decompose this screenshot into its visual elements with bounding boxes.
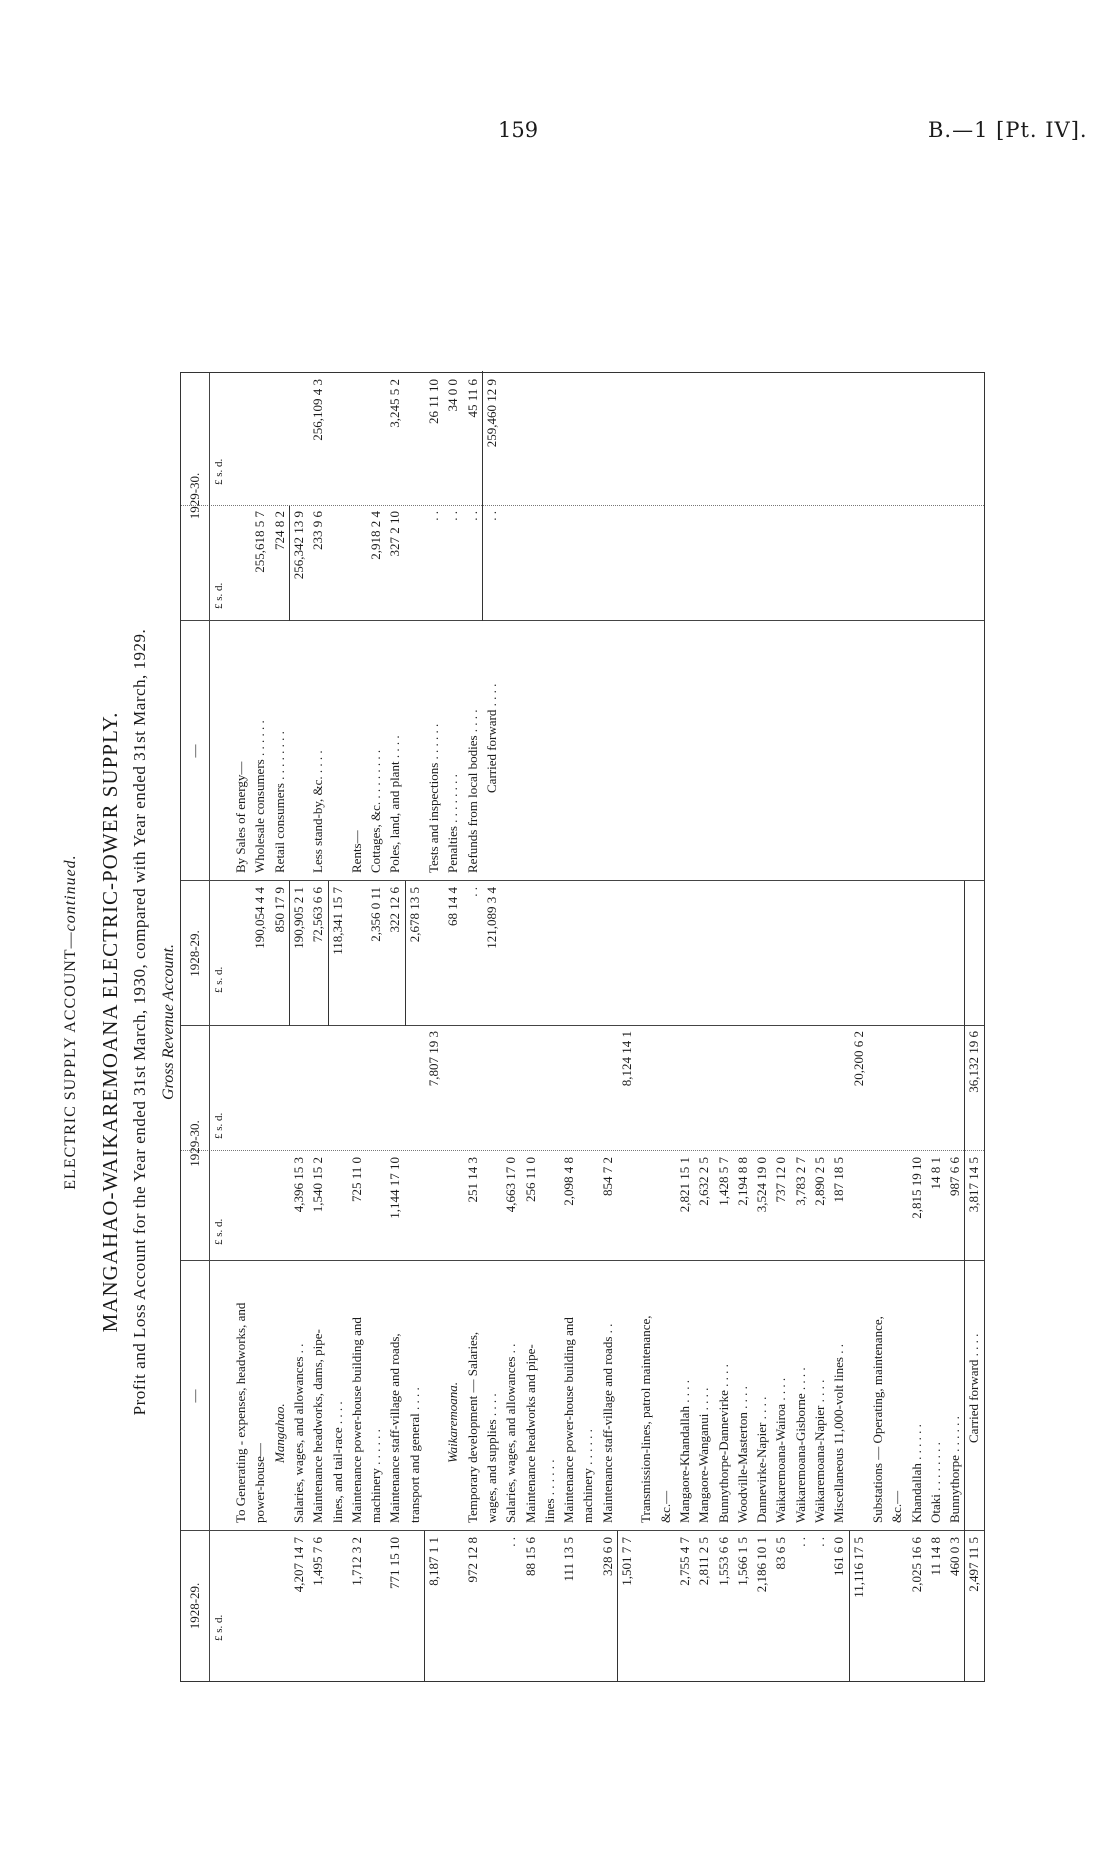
debit-row-label: power-house—: [252, 1443, 268, 1523]
credit-curr-amount: . .: [426, 511, 441, 521]
debit-prev-amount: 4,207 14 7: [290, 1537, 306, 1593]
debit-curr-amount: 4,663 17 0: [503, 1157, 519, 1213]
debit-prev-amount: 328 6 0: [599, 1537, 615, 1576]
credit-curr-amount: . .: [445, 511, 461, 521]
subtotal-rule: [617, 1531, 618, 1681]
debit-row-label: machinery . . . . . .: [368, 1429, 384, 1523]
debit-row-label: &c.—: [889, 1490, 905, 1523]
credit-curr-amount: 256,342 13 9: [290, 511, 306, 580]
debit-row-label: Khandallah . . . . . .: [908, 1424, 924, 1523]
heading-section: Gross Revenue Account.: [160, 944, 177, 1100]
heading-supply: MANGAHAO-WAIKAREMOANA ELECTRIC-POWER SUPPLY.: [98, 711, 122, 1333]
debit-prev-amount: 2,811 2 5: [696, 1537, 712, 1586]
lsd-label: £ s. d.: [213, 966, 225, 993]
debit-row-label: transport and general . . . .: [406, 1387, 422, 1523]
col-sep: [181, 880, 984, 881]
debit-prev-amount: 83 6 5: [773, 1537, 789, 1570]
debit-prev-amount: 111 13 5: [561, 1537, 577, 1582]
credit-prev-amount: 72,563 6 6: [310, 887, 326, 943]
col-sep: [181, 1260, 984, 1261]
credit-prev-amount: 2,356 0 11: [368, 887, 384, 942]
credit-prev-amount: 850 17 9: [271, 887, 287, 933]
credit-curr-amount: 724 8 2: [271, 511, 287, 550]
credit-row-label: Tests and inspections . . . . . .: [426, 723, 441, 873]
credit-curr-total: 34 0 0: [445, 379, 461, 412]
debit-curr-amount: 725 11 0: [348, 1157, 364, 1203]
debit-curr-amount: 2,632 2 5: [696, 1157, 712, 1206]
credit-curr-amount: . .: [464, 511, 480, 521]
debit-curr-amount: 2,194 8 8: [734, 1157, 750, 1206]
heading-account: Profit and Loss Account for the Year ended 31st March, 1930, compared with Year ended 31st March, 1929.: [130, 628, 149, 1416]
subtotal-rule: [405, 881, 406, 1026]
credit-curr-total: 3,245 5 2: [387, 379, 403, 428]
debit-prev-amount: 1,495 7 6: [310, 1537, 326, 1586]
credit-dash-header: —: [187, 744, 202, 758]
debit-curr-amount: 4,396 15 3: [290, 1157, 306, 1213]
credit-prev-amount: . .: [464, 887, 480, 897]
debit-curr-amount: 987 6 6: [947, 1157, 963, 1196]
debit-row-label: Mangaore-Wanganui . . . .: [696, 1387, 712, 1523]
subtotal-rule: [964, 881, 965, 1681]
debit-prev-amount: 161 6 0: [831, 1537, 847, 1576]
debit-prev-amount: . .: [503, 1537, 519, 1547]
credit-row-label: Penalties . . . . . . . .: [445, 774, 461, 873]
credit-prev-year-header: 1928-29.: [187, 930, 202, 977]
debit-row-label: Maintenance power-house building and: [561, 1317, 577, 1523]
col-sep: [181, 1025, 984, 1026]
lsd-label: £ s. d.: [213, 1112, 225, 1139]
debit-row-label: Maintenance staff-village and roads,: [387, 1333, 403, 1523]
debit-row-label: Salaries, wages, and allowances . .: [290, 1343, 306, 1523]
credit-prev-amount: 68 14 4: [445, 887, 461, 926]
subtotal-rule: [482, 371, 483, 621]
subtotal-rule: [328, 881, 329, 1026]
debit-curr-total: 7,807 19 3: [426, 1031, 441, 1087]
debit-row-label: Transmission-lines, patrol maintenance,: [638, 1315, 654, 1523]
heading-electric-supply: ELECTRIC SUPPLY ACCOUNT—continued.: [62, 854, 79, 1190]
debit-prev-amount: 1,712 3 2: [348, 1537, 364, 1586]
debit-curr-amount: 3,524 19 0: [754, 1157, 770, 1213]
debit-curr-total: 8,124 14 1: [619, 1031, 634, 1087]
credit-row-label: By Sales of energy—: [233, 761, 248, 873]
credit-prev-amount: 118,341 15 7: [329, 887, 345, 955]
debit-row-label: Waikaremoana-Wairoa . . . .: [773, 1377, 789, 1523]
credit-curr-amount: 255,618 5 7: [252, 511, 268, 573]
debit-row-label: Carried forward . . . .: [966, 1333, 982, 1443]
credit-curr-total: 26 11 10: [426, 379, 441, 425]
debit-row-label: Dannevirke-Napier . . . .: [754, 1396, 770, 1523]
debit-row-label: Maintenance headworks, dams, pipe-: [310, 1329, 326, 1523]
debit-prev-amount: 1,566 1 5: [734, 1537, 750, 1586]
credit-curr-year-header: 1929-30.: [187, 472, 202, 520]
debit-dash-header: —: [187, 1389, 202, 1403]
debit-prev-amount: 771 15 10: [387, 1537, 403, 1589]
debit-curr-amount: 3,783 2 7: [792, 1157, 808, 1206]
debit-curr-amount: 2,821 15 1: [676, 1157, 692, 1213]
credit-curr-amount: . .: [483, 511, 499, 521]
page-reference: B.—1 [Pt. IV].: [928, 118, 1088, 142]
col-sep: [181, 1150, 984, 1151]
debit-row-label: Bunnythorpe-Dannevirke . . . .: [715, 1364, 731, 1523]
debit-row-label: machinery . . . . . .: [580, 1429, 596, 1523]
debit-row-label: Mangahao.: [271, 1403, 287, 1463]
debit-curr-amount: 251 14 3: [464, 1157, 480, 1203]
debit-prev-amount: 11 14 8: [927, 1537, 943, 1576]
debit-row-label: Bunnythorpe . . . . . .: [947, 1416, 963, 1523]
debit-prev-amount: 2,497 11 5: [966, 1537, 982, 1592]
debit-prev-amount: . .: [812, 1537, 827, 1547]
debit-prev-amount: 2,755 4 7: [676, 1537, 692, 1586]
debit-curr-total: 36,132 19 6: [966, 1031, 982, 1093]
debit-prev-amount: 1,501 7 7: [619, 1537, 634, 1586]
debit-prev-amount: 1,553 6 6: [715, 1537, 731, 1586]
ledger-table: [180, 372, 985, 1682]
debit-prev-amount: 2,186 10 1: [754, 1537, 770, 1593]
debit-prev-amount: 2,025 16 6: [908, 1537, 924, 1593]
debit-curr-amount: 2,815 19 10: [908, 1157, 924, 1219]
col-sep: [181, 505, 984, 506]
debit-curr-amount: 737 12 0: [773, 1157, 789, 1203]
debit-curr-amount: 256 11 0: [522, 1157, 538, 1203]
debit-row-label: Mangaore-Khandallah . . . .: [676, 1380, 692, 1523]
debit-row-label: lines . . . . . .: [541, 1459, 557, 1523]
debit-curr-total: 20,200 6 2: [850, 1031, 866, 1087]
debit-curr-amount: 14 8 1: [927, 1157, 943, 1190]
credit-curr-amount: 2,918 2 4: [368, 511, 384, 560]
credit-prev-amount: 190,905 2 1: [290, 887, 306, 949]
debit-row-label: Salaries, wages, and allowances . .: [503, 1343, 519, 1523]
lsd-label: £ s. d.: [213, 1614, 225, 1641]
subtotal-rule: [849, 1531, 850, 1681]
debit-prev-amount: . .: [792, 1537, 808, 1547]
debit-prev-amount: 460 0 3: [947, 1537, 963, 1576]
debit-prev-amount: 88 15 6: [522, 1537, 538, 1576]
credit-prev-amount: 190,054 4 4: [252, 887, 268, 949]
debit-row-label: Maintenance power-house building and: [348, 1317, 364, 1523]
lsd-label: £ s. d.: [213, 582, 225, 609]
credit-row-label: Refunds from local bodies . . . .: [464, 709, 480, 873]
credit-row-label: Less stand-by, &c. . . . .: [310, 750, 326, 873]
credit-curr-amount: 233 9 6: [310, 511, 326, 550]
debit-prev-year-header: 1928-29.: [187, 1582, 202, 1630]
credit-row-label: Wholesale consumers . . . . . .: [252, 720, 268, 873]
credit-row-label: Retail consumers . . . . . . . .: [271, 731, 287, 873]
debit-row-label: wages, and supplies . . . .: [483, 1393, 499, 1523]
debit-row-label: Waikaremoana-Napier . . . .: [812, 1379, 827, 1523]
debit-curr-year-header: 1929-30.: [187, 1120, 202, 1167]
col-sep: [181, 1530, 984, 1531]
debit-row-label: Otaki . . . . . . . .: [927, 1442, 943, 1523]
page-number: 159: [498, 118, 539, 142]
lsd-label: £ s. d.: [213, 458, 225, 485]
debit-curr-amount: 2,890 2 5: [812, 1157, 827, 1206]
debit-curr-amount: 1,540 15 2: [310, 1157, 326, 1213]
debit-row-label: Waikaremoana.: [445, 1381, 461, 1463]
credit-prev-amount: 2,678 13 5: [406, 887, 422, 943]
subtotal-rule: [289, 881, 290, 1026]
debit-row-label: Waikaremoana-Gisborne . . . .: [792, 1367, 808, 1523]
credit-curr-amount: 327 2 10: [387, 511, 403, 557]
debit-curr-amount: 1,428 5 7: [715, 1157, 731, 1206]
rotated-ledger-sheet: [0, 172, 1114, 1872]
debit-row-label: Maintenance headworks and pipe-: [522, 1344, 538, 1523]
debit-row-label: lines, and tail-race . . . .: [329, 1401, 345, 1523]
lsd-label: £ s. d.: [213, 1218, 225, 1245]
debit-row-label: Miscellaneous 11,000-volt lines . .: [831, 1344, 847, 1523]
subtotal-rule: [289, 506, 290, 621]
credit-prev-amount: 121,089 3 4: [483, 887, 499, 949]
debit-row-label: &c.—: [657, 1490, 673, 1523]
debit-curr-amount: 1,144 17 10: [387, 1157, 403, 1219]
credit-row-label: Carried forward . . . .: [483, 683, 499, 793]
debit-curr-amount: 854 7 2: [599, 1157, 615, 1196]
credit-row-label: Poles, land, and plant . . . .: [387, 735, 403, 873]
debit-prev-amount: 8,187 1 1: [426, 1537, 441, 1586]
debit-row-label: Temporary development — Salaries,: [464, 1331, 480, 1523]
subtotal-rule: [424, 1531, 425, 1681]
debit-prev-amount: 11,116 17 5: [850, 1537, 866, 1598]
credit-prev-amount: 322 12 6: [387, 887, 403, 933]
col-sep: [181, 620, 984, 621]
debit-row-label: Substations — Operating, maintenance,: [869, 1316, 885, 1523]
credit-curr-total: 259,460 12 9: [483, 379, 499, 448]
debit-curr-amount: 2,098 4 8: [561, 1157, 577, 1206]
credit-curr-total: 45 11 6: [464, 379, 480, 418]
debit-row-label: Maintenance staff-village and roads . .: [599, 1323, 615, 1523]
debit-curr-amount: 187 18 5: [831, 1157, 847, 1203]
header-rule: [209, 373, 210, 1681]
heading-continued: continued.: [62, 854, 79, 932]
credit-curr-total: 256,109 4 3: [310, 379, 326, 441]
debit-prev-amount: 972 12 8: [464, 1537, 480, 1583]
credit-row-label: Cottages, &c. . . . . . . . .: [368, 749, 384, 873]
debit-row-label: Woodville-Masterton . . . .: [734, 1386, 750, 1523]
debit-curr-amount: 3,817 14 5: [966, 1157, 982, 1213]
debit-row-label: To Generating - expenses, headworks, and: [233, 1302, 248, 1523]
credit-row-label: Rents—: [348, 830, 364, 873]
